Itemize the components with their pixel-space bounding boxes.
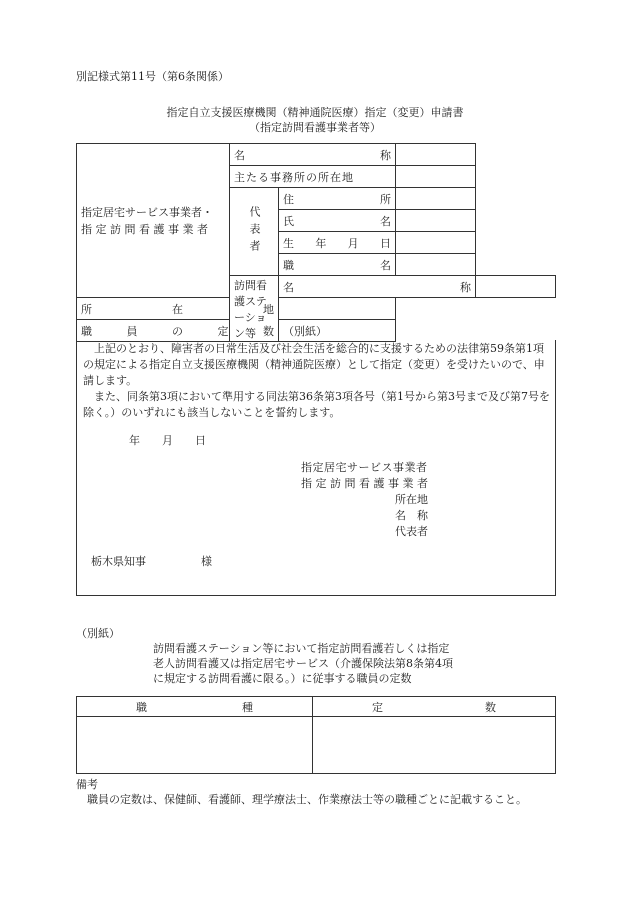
- staff-count-cell[interactable]: [313, 717, 556, 774]
- section2-location-value[interactable]: [279, 298, 396, 320]
- rep-address-value[interactable]: [396, 188, 476, 210]
- applicant-line1: 指定居宅サービス事業者: [301, 461, 428, 474]
- rep-name-label: 氏 名: [279, 210, 396, 232]
- rep-title-label: 職 名: [279, 254, 396, 276]
- notes-text: 職員の定数は、保健師、看護師、理学療法士、作業療法士等の職種ごとに記載すること。: [76, 793, 527, 806]
- addressee-honorific: 様: [201, 555, 212, 568]
- form-title: 指定自立支援医療機関（精神通院医療）指定（変更）申請書: [166, 106, 464, 119]
- rep-address-label: 住 所: [279, 188, 396, 210]
- applicant-address-label: 所在地: [395, 493, 428, 506]
- section2-location-label: 所 在 地: [77, 298, 279, 320]
- addressee: 栃木県知事: [91, 555, 146, 568]
- section2-staff-value: （別紙）: [279, 320, 396, 342]
- rep-title-value[interactable]: [396, 254, 476, 276]
- attachment-label: （別紙）: [76, 627, 120, 640]
- name-label-chars: 名 称: [234, 148, 391, 162]
- section1-label-line1: 指定居宅サービス事業者・: [81, 205, 213, 219]
- section1-name-label: [230, 144, 396, 166]
- section1-office-value[interactable]: [396, 166, 476, 188]
- declaration-para1: 上記のとおり、障害者の日常生活及び社会生活を総合的に支援するための法律第59条第1項の規定による指定自立支援医療機関（精神通院医療）として指定（変更）を受けたいので、申請します。: [83, 342, 545, 387]
- form-id: 別記様式第11号（第6条関係）: [76, 70, 229, 83]
- rep-birthdate-label: 生 年 月 日: [279, 232, 396, 254]
- attachment-caption-line2: 老人訪問看護又は指定居宅サービス（介護保険法第8条第4項: [153, 657, 453, 670]
- form-subtitle: （指定訪問看護事業者等）: [249, 121, 381, 134]
- applicant-line2: 指 定 訪 問 看 護 事 業 者: [301, 477, 428, 490]
- representative-label: [230, 188, 279, 276]
- section1-office-label: 主たる事務所の所在地: [230, 166, 396, 188]
- section2-name-label: 名 称: [279, 276, 476, 298]
- rep-name-value[interactable]: [396, 210, 476, 232]
- notes-label: 備考: [76, 778, 98, 791]
- declaration-para2: また、同条第3項において準用する同法第36条第3項各号（第1号から第3号まで及び第7号を除く。）のいずれにも該当しないことを誓約します。: [83, 390, 550, 419]
- section1-label: [77, 144, 230, 298]
- section2-name-value[interactable]: [476, 276, 556, 298]
- declaration-box: [76, 340, 556, 596]
- rep-birthdate-value[interactable]: [396, 232, 476, 254]
- staff-col-count-header: 定 数: [313, 697, 556, 717]
- section2-staff-label: 職 員 の 定 数: [77, 320, 279, 342]
- staff-col-type-header: 職 種: [77, 697, 313, 717]
- staff-table: [76, 696, 556, 774]
- applicant-name-label: 名 称: [395, 509, 428, 522]
- attachment-caption-line3: に規定する訪問看護に限る。）に従事する職員の定数: [153, 672, 412, 685]
- application-table: [76, 143, 556, 342]
- attachment-caption-line1: 訪問看護ステーション等において指定訪問看護若しくは指定: [153, 642, 450, 655]
- applicant-rep-label: 代表者: [395, 525, 428, 538]
- representative-label-text: 代表者: [248, 206, 261, 257]
- declaration-date[interactable]: 年 月 日: [129, 434, 206, 447]
- section1-name-value[interactable]: [396, 144, 476, 166]
- section1-label-line2: 指 定 訪 問 看 護 事 業 者: [81, 222, 208, 236]
- section2-label: 訪問看護ステーション等: [230, 276, 279, 342]
- staff-type-cell[interactable]: [77, 717, 313, 774]
